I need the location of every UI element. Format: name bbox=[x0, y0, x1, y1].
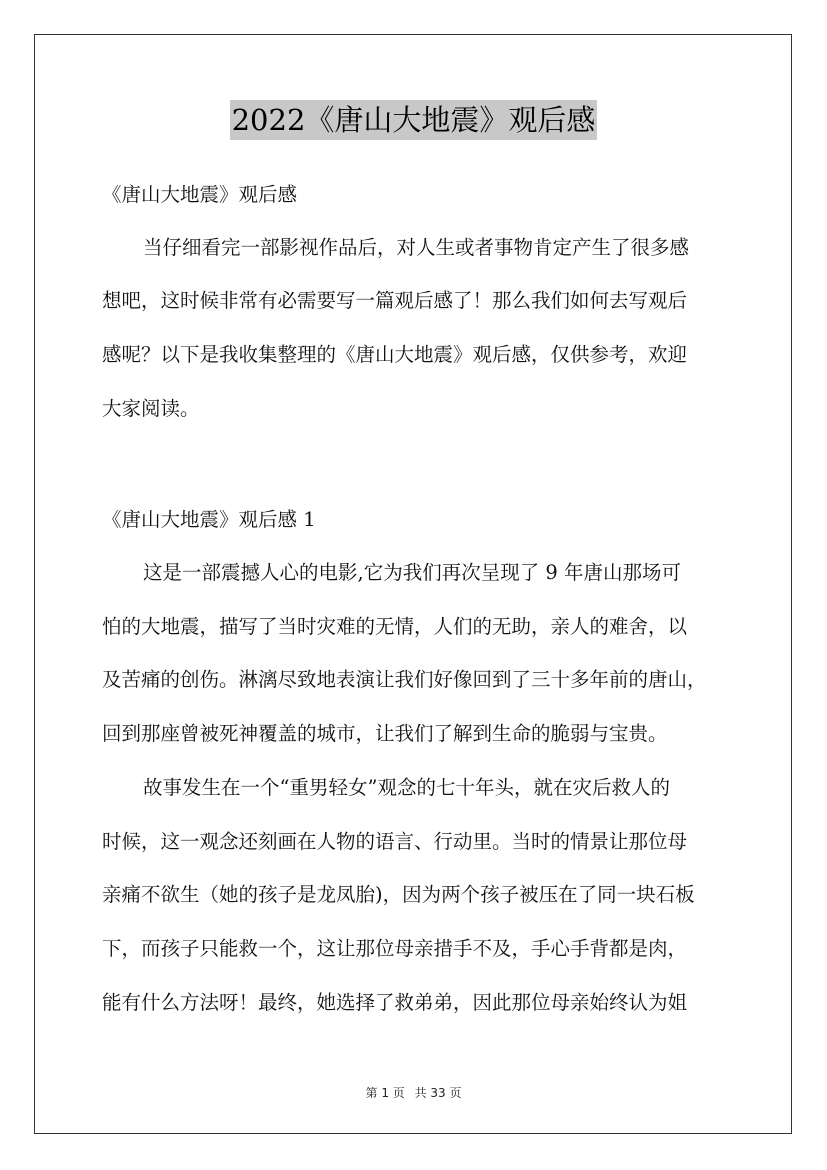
paragraph-line: 及苦痛的创伤。淋漓尽致地表演让我们好像回到了三十多年前的唐山， bbox=[102, 668, 707, 691]
intro-line: 当仔细看完一部影视作品后，对人生或者事物肯定产生了很多感 bbox=[143, 236, 690, 259]
paragraph-line: 故事发生在一个“重男轻女”观念的七十年头，就在灾后救人的 bbox=[143, 776, 670, 799]
paragraph-line: 怕的大地震，描写了当时灾难的无情，人们的无助，亲人的难舍，以 bbox=[102, 615, 688, 638]
page-total: 共 33 页 bbox=[414, 1086, 462, 1100]
paragraph-line: 下，而孩子只能救一个，这让那位母亲措手不及，手心手背都是肉， bbox=[102, 937, 688, 960]
paragraph-line: 回到那座曾被死神覆盖的城市，让我们了解到生命的脆弱与宝贵。 bbox=[102, 722, 668, 745]
paragraph-line: 这是一部震撼人心的电影,它为我们再次呈现了 9 年唐山那场可 bbox=[143, 561, 682, 584]
intro-line: 想吧，这时候非常有必需要写一篇观后感了！那么我们如何去写观后 bbox=[102, 289, 688, 312]
paragraph-line: 时候，这一观念还刻画在人物的语言、行动里。当时的情景让那位母 bbox=[102, 830, 688, 853]
paragraph-line: 亲痛不欲生（她的孩子是龙凤胎)，因为两个孩子被压在了同一块石板 bbox=[102, 883, 695, 906]
intro-heading: 《唐山大地震》观后感 bbox=[102, 183, 298, 206]
page-number: 第 1 页 bbox=[365, 1086, 405, 1100]
title-wrap bbox=[0, 100, 827, 140]
page-footer bbox=[0, 1084, 827, 1101]
section-heading: 《唐山大地震》观后感 1 bbox=[102, 508, 316, 531]
intro-line: 大家阅读。 bbox=[102, 397, 200, 420]
paragraph-line: 能有什么方法呀！最终，她选择了救弟弟，因此那位母亲始终认为姐 bbox=[102, 991, 688, 1014]
intro-line: 感呢？以下是我收集整理的《唐山大地震》观后感，仅供参考，欢迎 bbox=[102, 343, 688, 366]
document-title: 2022《唐山大地震》观后感 bbox=[230, 100, 598, 140]
